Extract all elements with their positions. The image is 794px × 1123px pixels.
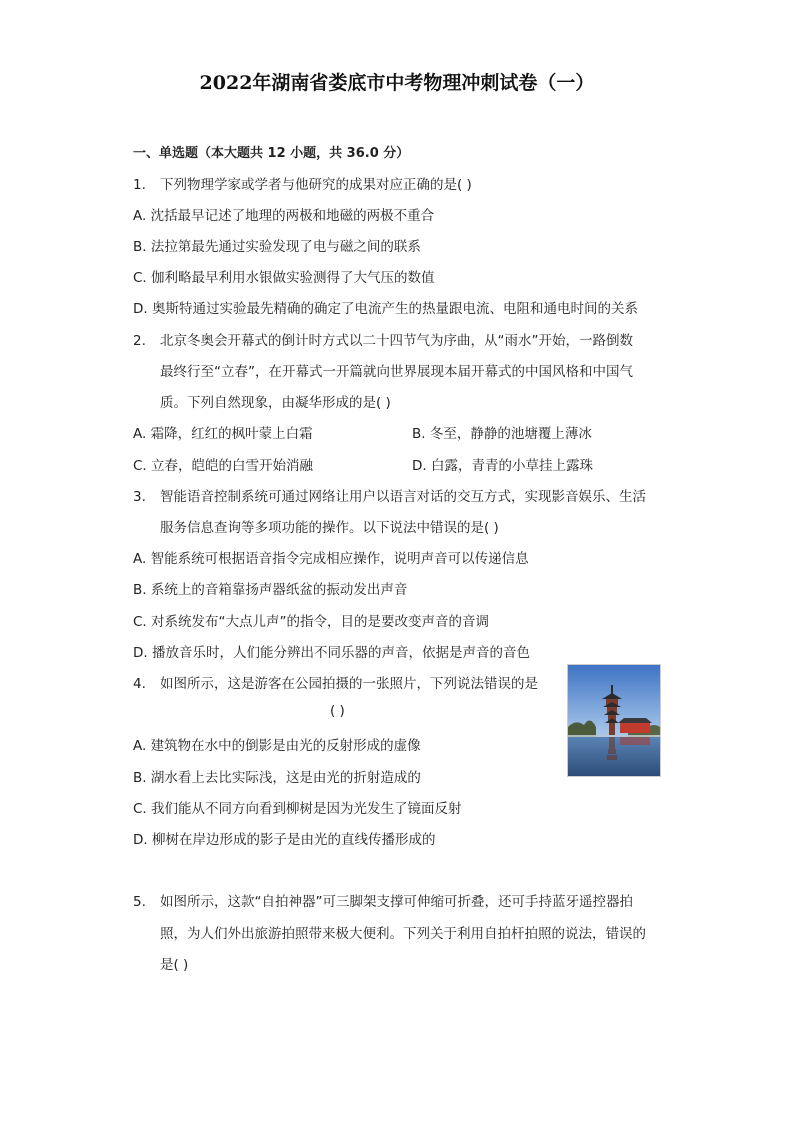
question-number: 4.	[133, 676, 146, 692]
question-number: 3.	[133, 489, 146, 505]
question-text: 下列物理学家或学者与他研究的成果对应正确的是( )	[160, 177, 472, 193]
option-d: D. 播放音乐时，人们能分辨出不同乐器的声音，依据是声音的音色	[133, 645, 530, 661]
question-text: 质。下列自然现象，由凝华形成的是( )	[160, 395, 391, 411]
question-number: 1.	[133, 177, 146, 193]
option-b: B. 冬至，静静的池塘覆上薄冰	[412, 426, 592, 442]
option-d: D. 白露，青青的小草挂上露珠	[412, 458, 593, 474]
option-d: D. 奥斯特通过实验最先精确的确定了电流产生的热量跟电流、电阻和通电时间的关系	[133, 301, 638, 317]
section-heading: 一、单选题（本大题共 12 小题，共 36.0 分）	[133, 146, 410, 161]
option-b: B. 湖水看上去比实际浅，这是由光的折射造成的	[133, 770, 421, 786]
option-a: A. 建筑物在水中的倒影是由光的反射形成的虚像	[133, 738, 421, 754]
question-text: 最终行至“立春”，在开幕式一开篇就向世界展现本届开幕式的中国风格和中国气	[160, 364, 633, 380]
option-c: C. 我们能从不同方向看到柳树是因为光发生了镜面反射	[133, 801, 462, 817]
question-1	[133, 173, 472, 193]
question-text: 是( )	[160, 957, 189, 973]
question-text: 如图所示，这是游客在公园拍摄的一张照片，下列说法错误的是	[160, 676, 538, 692]
question-text: 如图所示，这款“自拍神器”可三脚架支撑可伸缩可折叠，还可手持蓝牙遥控器拍	[160, 894, 633, 910]
option-c: C. 对系统发布“大点儿声”的指令，目的是要改变声音的音调	[133, 614, 489, 630]
option-c: C. 立春，皑皑的白雪开始消融	[133, 458, 314, 474]
option-c: C. 伽利略最早利用水银做实验测得了大气压的数值	[133, 270, 435, 286]
option-a: A. 霜降，红红的枫叶蒙上白霜	[133, 426, 313, 442]
option-b: B. 法拉第最先通过实验发现了电与磁之间的联系	[133, 239, 421, 255]
question-number: 5.	[133, 894, 146, 910]
question-5	[133, 890, 633, 910]
question-2	[133, 329, 633, 349]
question-4	[133, 672, 538, 692]
pagoda-lake-photo	[567, 664, 661, 777]
option-a: A. 沈括最早记述了地理的两极和地磁的两极不重合	[133, 208, 435, 224]
page-title: 2022年湖南省娄底市中考物理冲刺试卷（一）	[199, 72, 595, 94]
question-text: 智能语音控制系统可通过网络让用户以语言对话的交互方式，实现影音娱乐、生活	[160, 489, 646, 505]
question-3	[133, 485, 646, 505]
question-text: 北京冬奥会开幕式的倒计时方式以二十四节气为序曲，从“雨水”开始，一路倒数	[160, 333, 633, 349]
option-b: B. 系统上的音箱靠扬声器纸盆的振动发出声音	[133, 582, 408, 598]
question-text: 照，为人们外出旅游拍照带来极大便利。下列关于利用自拍杆拍照的说法，错误的	[160, 926, 646, 942]
option-a: A. 智能系统可根据语音指令完成相应操作，说明声音可以传递信息	[133, 551, 529, 567]
option-d: D. 柳树在岸边形成的影子是由光的直线传播形成的	[133, 832, 436, 848]
answer-bracket: ( )	[330, 703, 345, 719]
question-number: 2.	[133, 333, 146, 349]
question-text: 服务信息查询等多项功能的操作。以下说法中错误的是( )	[160, 520, 499, 536]
